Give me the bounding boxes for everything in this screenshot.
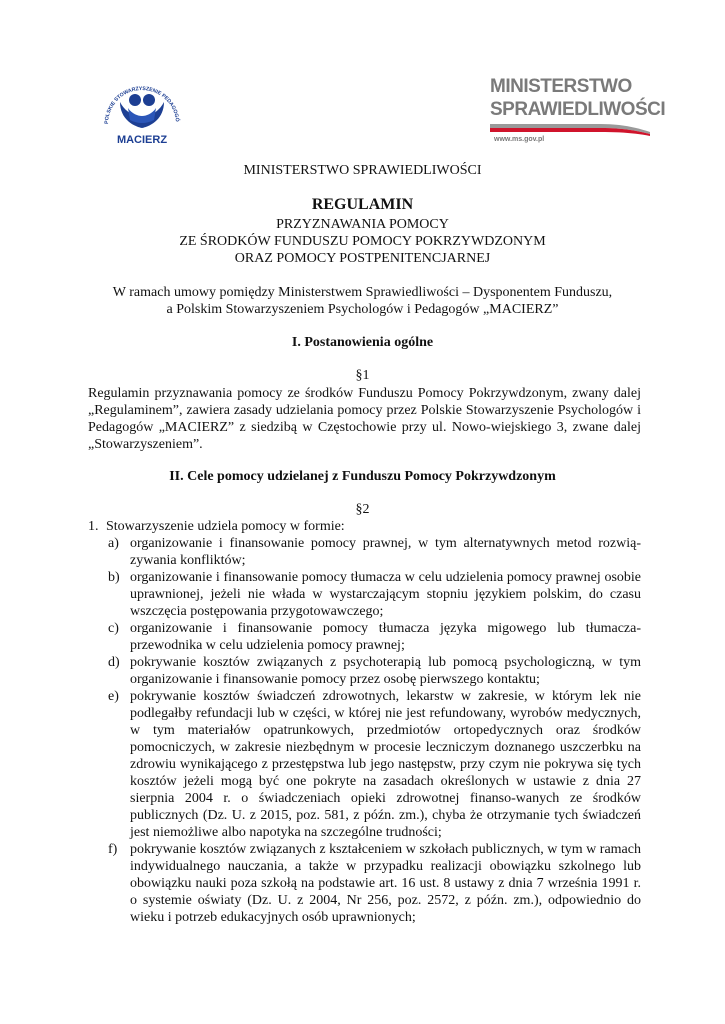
ministry-name: MINISTERSTWO SPRAWIEDLIWOŚCI bbox=[243, 163, 482, 178]
list-subitem bbox=[108, 620, 641, 654]
paragraph-mark-1: §1 bbox=[355, 368, 370, 383]
subitem-text: pokrywanie kosztów świadczeń zdrowotnych, lekarstw w zakresie, w którym lek nie podlegałby refundacji lub w części, w której nie jest refundowany, wyrobów medycznych, w tym materiałów opatrunkowych, przedmiotów ortopedycznych oraz środków pomocniczych, w zakresie niezbędnym w procesie leczniczym doznanego uszczerbku na zdrowiu wynikającego z przestępstwa lub jego następstw, przy czym nie pokrywa się tych kosztów jeżeli mogą być one pokryte na zasadach określonych w ustawie z dnia 27 sierpnia 2004 r. o świadczeniach opieki zdrowotnej finanso-wanych ze środków publicznych (Dz. U. z 2015, poz. 581, z późn. zm.), chyba że otrzymanie tych świadczeń jest niemożliwe albo napotyka na szczególne trudności; bbox=[130, 689, 641, 840]
list-subitem bbox=[108, 535, 641, 569]
section-1-heading: I. Postanowienia ogólne bbox=[291, 335, 434, 350]
section-1-text: Regulamin przyznawania pomocy ze środków Funduszu Pomocy Pokrzywdzonym, zwany dalej „Regulaminem”, zawiera zasady udzielania pomocy przez Polskie Stowarzyszenie Psychologów i Pedagogów „MACIERZ” z siedzibą w Częstochowie przy ul. Nowo-wiejskiego 3, zwane dalej „Stowarzyszeniem”. bbox=[88, 386, 641, 452]
section-2-heading: II. Cele pomocy udzielanej z Funduszu Pomocy Pokrzywdzonym bbox=[169, 469, 556, 484]
subtitle-line-3: ORAZ POMOCY POSTPENITENCJARNEJ bbox=[234, 251, 491, 266]
subitem-text: pokrywanie kosztów związanych z psychoterapią lub pomocą psychologiczną, w tym organizowanie i finansowanie pomocy przez osobę pierwszego kontaktu; bbox=[130, 655, 641, 687]
ministry-flag-stripe-icon bbox=[490, 122, 650, 136]
subitem-label: f) bbox=[108, 842, 118, 857]
subtitle-line-2: ZE ŚRODKÓW FUNDUSZU POMOCY POKRZYWDZONYM bbox=[179, 234, 546, 249]
subitem-label: e) bbox=[108, 689, 119, 704]
document-title: REGULAMIN bbox=[311, 196, 414, 213]
subitem-label: d) bbox=[108, 655, 120, 670]
subitem-text: organizowanie i finansowanie pomocy tłumacza w celu udzielenia pomocy prawnej osobie uprawnionej, jeżeli nie włada w wystarczającym stopniu językiem polskim, do czasu wszczęcia postępowania przygotowawczego; bbox=[130, 570, 641, 619]
subitem-text: pokrywanie kosztów związanych z kształceniem w szkołach publicznych, w tym w ramach indywidualnego nauczania, a także w przypadku realizacji obowiązku szkolnego lub obowiązku nauki poza szkołą na podstawie art. 16 ust. 8 ustawy z dnia 7 września 1991 r. o systemie oświaty (Dz. U. z 2004, Nr 256, poz. 2572, z późn. zm.), odpowiednio do wieku i potrzeb edukacyjnych osób uprawnionych; bbox=[130, 842, 641, 925]
list-item-text: Stowarzyszenie udziela pomocy w formie: bbox=[106, 519, 345, 534]
subitem-text: organizowanie i finansowanie pomocy prawnej, w tym alternatywnych metod rozwią-zywania konfliktów; bbox=[130, 536, 641, 568]
subitem-label: c) bbox=[108, 621, 119, 636]
ministry-logo bbox=[490, 74, 666, 150]
ministry-logo-line1: MINISTERSTWO bbox=[490, 76, 632, 97]
list-subitem bbox=[108, 841, 641, 926]
paragraph-mark-2: §2 bbox=[355, 502, 370, 517]
subitem-text: organizowanie i finansowanie pomocy tłumacza języka migowego lub tłumacza-przewodnika w celu udzielenia pomocy prawnej; bbox=[130, 621, 641, 653]
ministry-website: www.ms.gov.pl bbox=[494, 136, 545, 143]
list-subitem bbox=[108, 569, 641, 620]
ministry-logo-line2: SPRAWIEDLIWOŚCI bbox=[490, 99, 666, 120]
subitem-label: a) bbox=[108, 536, 119, 551]
list-item bbox=[88, 518, 641, 535]
list-item-number: 1. bbox=[88, 519, 99, 534]
list-subitem bbox=[108, 688, 641, 841]
macierz-logo bbox=[98, 74, 186, 154]
subtitle-line-1: PRZYZNAWANIA POMOCY bbox=[276, 217, 449, 232]
intro-line-2: a Polskim Stowarzyszeniem Psychologów i Pedagogów „MACIERZ” bbox=[166, 302, 559, 317]
macierz-logo-text: MACIERZ bbox=[116, 134, 168, 146]
macierz-emblem-icon bbox=[98, 74, 186, 136]
subitem-label: b) bbox=[108, 570, 120, 585]
intro-line-1: W ramach umowy pomiędzy Ministerstwem Sprawiedliwości – Dysponentem Funduszu, bbox=[112, 285, 613, 300]
list-subitem bbox=[108, 654, 641, 688]
logo-arc-text: POLSKIE STOWARZYSZENIE PEDAGOGÓ bbox=[103, 85, 180, 125]
